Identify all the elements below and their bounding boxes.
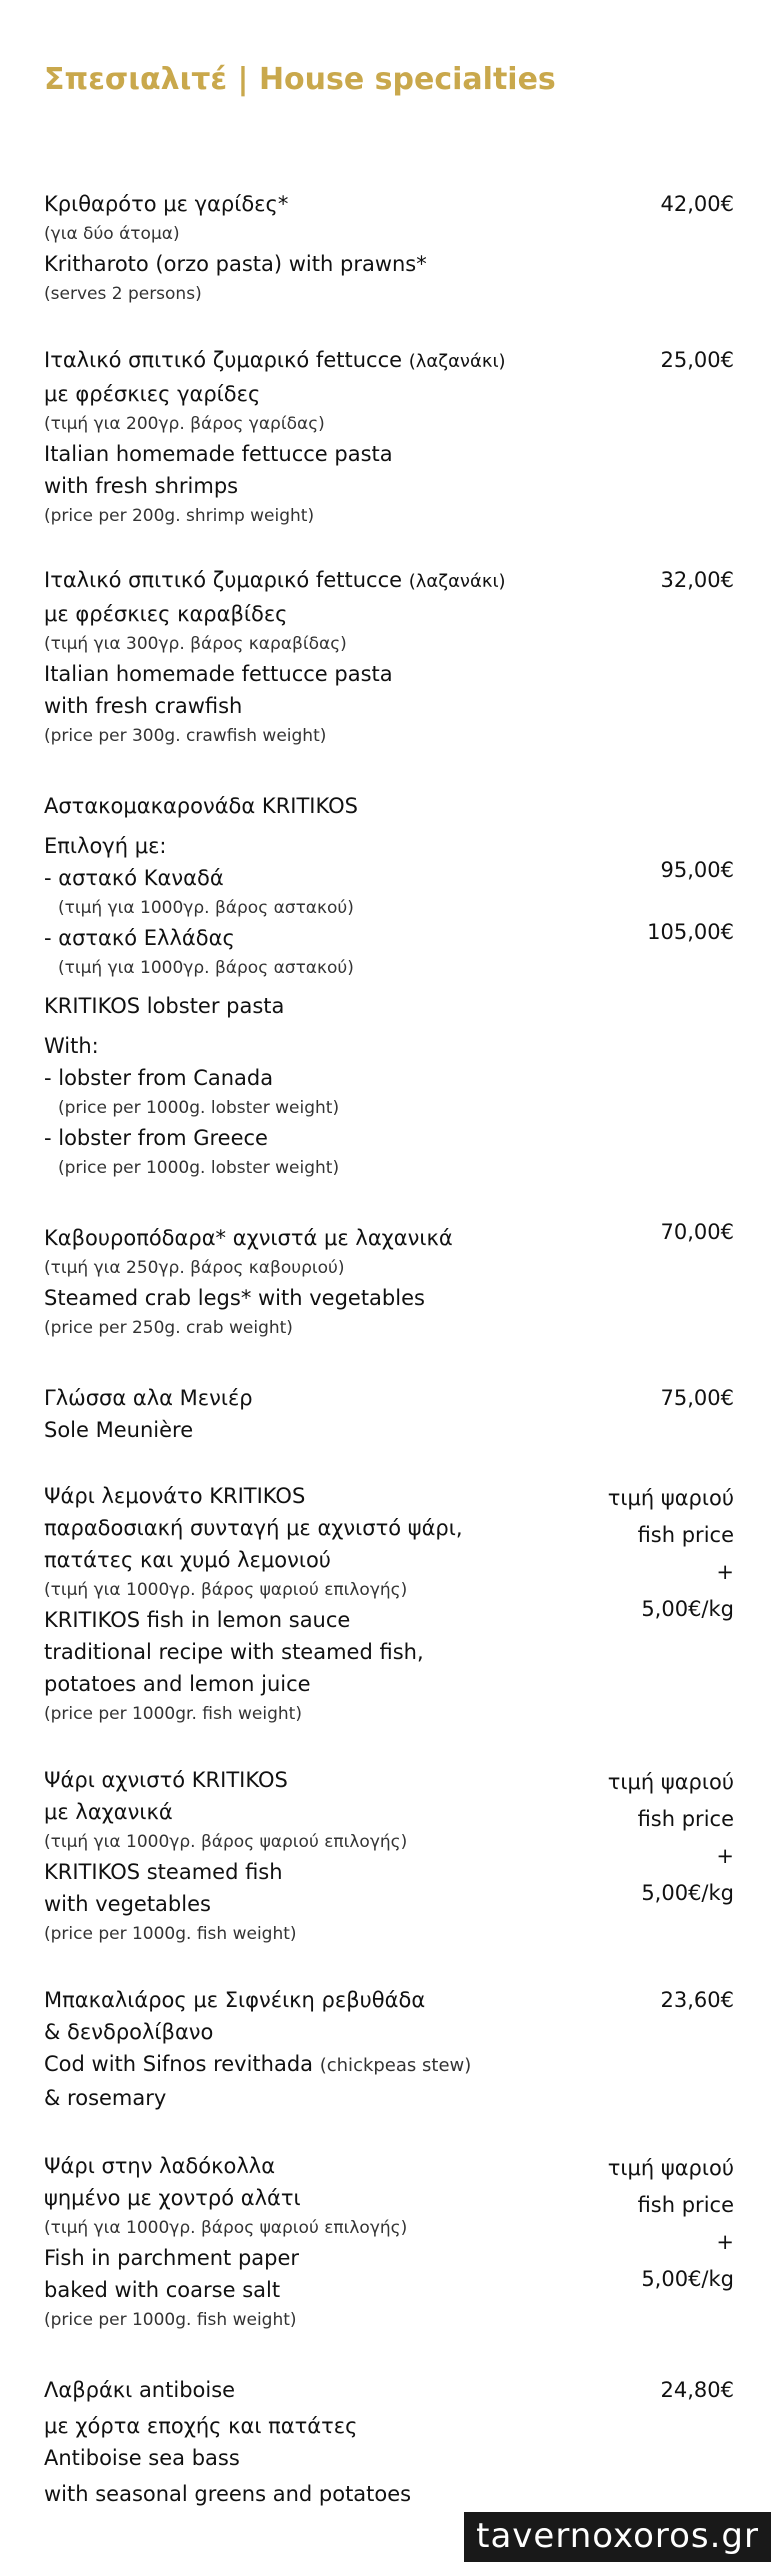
item-option-greece-note-en: (price per 1000g. lobster weight) bbox=[58, 1158, 340, 1178]
item-name-en-line1: Antiboise sea bass bbox=[44, 2446, 240, 2470]
menu-item-fettucce-crawfish bbox=[44, 564, 734, 750]
item-name-gr-line2: με χόρτα εποχής και πατάτες bbox=[44, 2414, 358, 2438]
item-option-canada-gr: - αστακό Καναδά bbox=[44, 866, 224, 890]
item-price-block bbox=[608, 1764, 734, 1912]
item-name-gr-line1 bbox=[44, 564, 604, 598]
item-note-en: (price per 300g. crawfish weight) bbox=[44, 726, 327, 746]
item-name-gr-line2: με φρέσκιες καραβίδες bbox=[44, 602, 288, 626]
menu-item-lemon-fish bbox=[44, 1480, 734, 1728]
item-note-en: (price per 1000gr. fish weight) bbox=[44, 1704, 302, 1724]
item-name-en-line2: baked with coarse salt bbox=[44, 2278, 281, 2302]
item-name-gr-line1: Λαβράκι antiboise bbox=[44, 2378, 236, 2402]
menu-item-kritharoto bbox=[44, 188, 734, 308]
price-label-gr: τιμή ψαριού bbox=[607, 2156, 734, 2180]
item-price-block bbox=[608, 1480, 734, 1628]
item-note-en: (price per 250g. crab weight) bbox=[44, 1318, 293, 1338]
menu-item-fettucce-shrimps bbox=[44, 344, 734, 530]
item-price-greece: 105,00€ bbox=[647, 920, 734, 944]
price-label-en: fish price bbox=[637, 1807, 734, 1831]
item-name-gr-line2: ψημένο με χοντρό αλάτι bbox=[44, 2186, 301, 2210]
item-note-en: (price per 1000g. fish weight) bbox=[44, 1924, 297, 1944]
price-plus: + bbox=[716, 1844, 734, 1868]
item-name-en-line1: Italian homemade fettucce pasta bbox=[44, 442, 393, 466]
item-name-gr-small: (λαζανάκι) bbox=[408, 351, 506, 372]
item-price: 70,00€ bbox=[660, 1220, 734, 1244]
page-title: Σπεσιαλιτέ | House specialties bbox=[44, 62, 556, 97]
item-name-en-line2: with seasonal greens and potatoes bbox=[44, 2482, 412, 2506]
item-name-gr: Αστακομακαρονάδα KRITIKOS bbox=[44, 794, 358, 818]
price-plus: + bbox=[716, 2230, 734, 2254]
price-label-en: fish price bbox=[637, 1523, 734, 1547]
item-name-en-line1: KRITIKOS steamed fish bbox=[44, 1860, 283, 1884]
item-name-gr-line1: Ψάρι λεμονάτο KRITIKOS bbox=[44, 1484, 306, 1508]
item-name-en-small: (chickpeas stew) bbox=[319, 2055, 472, 2076]
item-price: 24,80€ bbox=[660, 2378, 734, 2402]
price-label-gr: τιμή ψαριού bbox=[607, 1486, 734, 1510]
price-per-kg: 5,00€/kg bbox=[641, 1881, 734, 1905]
menu-item-crab-legs bbox=[44, 1222, 734, 1342]
item-name-en-line2: & rosemary bbox=[44, 2086, 167, 2110]
item-name-en: Kritharoto (orzo pasta) with prawns* bbox=[44, 252, 427, 276]
item-name-gr-line1 bbox=[44, 344, 604, 378]
item-name-gr-small: (λαζανάκι) bbox=[408, 571, 506, 592]
price-label-en: fish price bbox=[637, 2193, 734, 2217]
item-note-gr: (για δύο άτομα) bbox=[44, 224, 180, 244]
item-note-gr: (τιμή για 250γρ. βάρος καβουριού) bbox=[44, 1258, 345, 1278]
item-name-en-line2: with fresh shrimps bbox=[44, 474, 239, 498]
menu-item-parchment-fish bbox=[44, 2150, 734, 2334]
item-name-en: Cod with Sifnos revithada bbox=[44, 2052, 314, 2076]
item-name-en-line2: with fresh crawfish bbox=[44, 694, 243, 718]
item-name-en-line1: Fish in parchment paper bbox=[44, 2246, 300, 2270]
item-name-gr-line2: με λαχανικά bbox=[44, 1800, 173, 1824]
item-name-en: Steamed crab legs* with vegetables bbox=[44, 1286, 425, 1310]
item-option-greece-note-gr: (τιμή για 1000γρ. βάρος αστακού) bbox=[58, 958, 354, 978]
item-price: 32,00€ bbox=[660, 568, 734, 592]
item-name-gr-line1: Ψάρι αχνιστό KRITIKOS bbox=[44, 1768, 288, 1792]
item-note-gr: (τιμή για 200γρ. βάρος γαρίδας) bbox=[44, 414, 325, 434]
item-name-en-line1: Italian homemade fettucce pasta bbox=[44, 662, 393, 686]
menu-item-lobster-pasta bbox=[44, 790, 734, 1182]
menu-item-steamed-fish bbox=[44, 1764, 734, 1948]
item-name-gr-line3: πατάτες και χυμό λεμονιού bbox=[44, 1548, 331, 1572]
item-name-gr-line2: με φρέσκιες γαρίδες bbox=[44, 382, 261, 406]
menu-item-sole-meuniere bbox=[44, 1382, 734, 1446]
item-name-en: KRITIKOS lobster pasta bbox=[44, 994, 285, 1018]
item-note-gr: (τιμή για 1000γρ. βάρος ψαριού επιλογής) bbox=[44, 1832, 408, 1852]
item-name-en-line2: with vegetables bbox=[44, 1892, 211, 1916]
item-price-canada: 95,00€ bbox=[660, 858, 734, 882]
item-name-gr-line2: & δενδρολίβανο bbox=[44, 2020, 214, 2044]
item-name-en-line2: traditional recipe with steamed fish, bbox=[44, 1640, 424, 1664]
item-name-gr: Γλώσσα αλα Μενιέρ bbox=[44, 1386, 253, 1410]
item-note-gr: (τιμή για 1000γρ. βάρος ψαριού επιλογής) bbox=[44, 2218, 408, 2238]
item-note-en: (serves 2 persons) bbox=[44, 284, 202, 304]
item-note-gr: (τιμή για 1000γρ. βάρος ψαριού επιλογής) bbox=[44, 1580, 408, 1600]
item-name-en-line3: potatoes and lemon juice bbox=[44, 1672, 311, 1696]
price-plus: + bbox=[716, 1560, 734, 1584]
item-note-en: (price per 200g. shrimp weight) bbox=[44, 506, 315, 526]
menu-item-sea-bass-antiboise bbox=[44, 2374, 734, 2510]
item-name-gr-line2: παραδοσιακή συνταγή με αχνιστό ψάρι, bbox=[44, 1516, 463, 1540]
item-price: 23,60€ bbox=[660, 1988, 734, 2012]
item-name-en: Sole Meunière bbox=[44, 1418, 194, 1442]
item-note-en: (price per 1000g. fish weight) bbox=[44, 2310, 297, 2330]
price-per-kg: 5,00€/kg bbox=[641, 1597, 734, 1621]
item-note-gr: (τιμή για 300γρ. βάρος καραβίδας) bbox=[44, 634, 347, 654]
item-name-gr: Ιταλικό σπιτικό ζυμαρικό fettucce bbox=[44, 348, 403, 372]
item-price: 75,00€ bbox=[660, 1386, 734, 1410]
item-option-canada-note-en: (price per 1000g. lobster weight) bbox=[58, 1098, 340, 1118]
price-per-kg: 5,00€/kg bbox=[641, 2267, 734, 2291]
price-label-gr: τιμή ψαριού bbox=[607, 1770, 734, 1794]
item-name-gr-line1: Ψάρι στην λαδόκολλα bbox=[44, 2154, 276, 2178]
item-option-canada-note-gr: (τιμή για 1000γρ. βάρος αστακού) bbox=[58, 898, 354, 918]
item-name-gr: Ιταλικό σπιτικό ζυμαρικό fettucce bbox=[44, 568, 403, 592]
item-choice-en: With: bbox=[44, 1034, 99, 1058]
item-name-en-line1 bbox=[44, 2048, 604, 2082]
item-price-block bbox=[608, 2150, 734, 2298]
menu-item-cod-revithada bbox=[44, 1984, 734, 2114]
watermark: tavernoxoros.gr bbox=[464, 2512, 771, 2562]
item-price: 42,00€ bbox=[660, 192, 734, 216]
item-name-gr-line1: Μπακαλιάρος με Σιφνέικη ρεβυθάδα bbox=[44, 1988, 426, 2012]
item-option-greece-gr: - αστακό Ελλάδας bbox=[44, 926, 235, 950]
item-price: 25,00€ bbox=[660, 348, 734, 372]
item-name-gr: Κριθαρότο με γαρίδες* bbox=[44, 192, 289, 216]
item-option-greece-en: - lobster from Greece bbox=[44, 1126, 268, 1150]
item-choice-gr: Επιλογή με: bbox=[44, 834, 167, 858]
item-option-canada-en: - lobster from Canada bbox=[44, 1066, 274, 1090]
item-name-gr: Καβουροπόδαρα* αχνιστά με λαχανικά bbox=[44, 1226, 453, 1250]
item-name-en-line1: KRITIKOS fish in lemon sauce bbox=[44, 1608, 351, 1632]
